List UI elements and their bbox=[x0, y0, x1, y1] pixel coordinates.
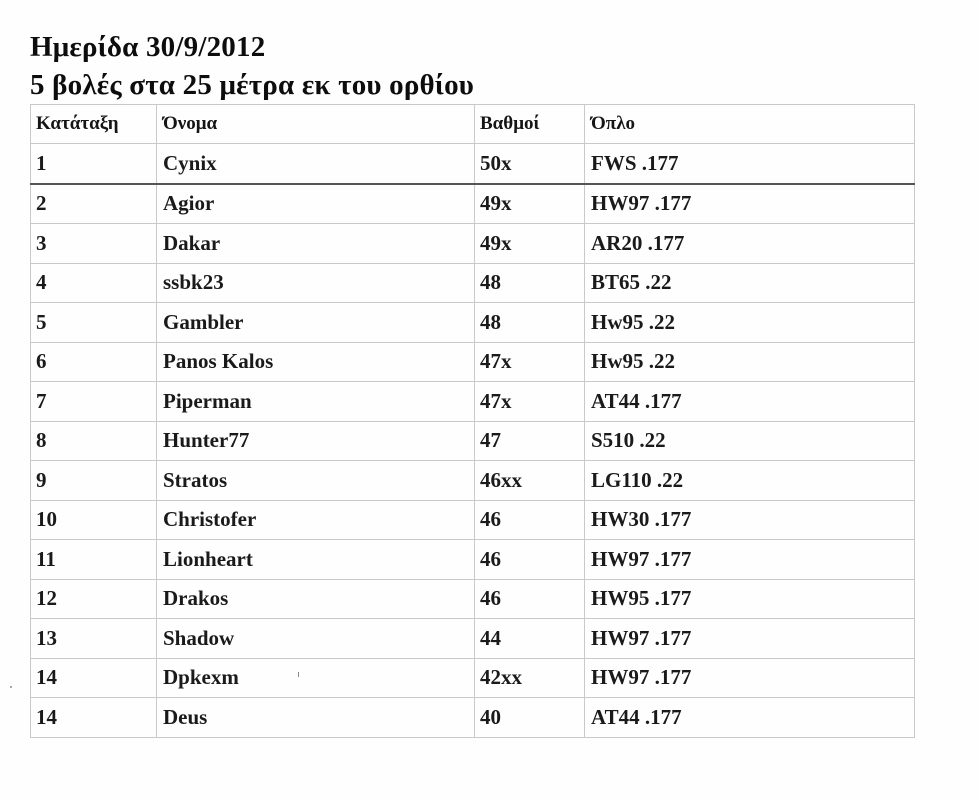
cell-score: 46 bbox=[475, 500, 585, 540]
cell-name: Piperman bbox=[157, 382, 475, 422]
cell-name: ssbk23 bbox=[157, 263, 475, 303]
cell-rank: 7 bbox=[31, 382, 157, 422]
document-title bbox=[30, 28, 474, 104]
header-name: Όνομα bbox=[157, 105, 475, 144]
table-row bbox=[31, 342, 915, 382]
cell-rank: 4 bbox=[31, 263, 157, 303]
cell-score: 49x bbox=[475, 224, 585, 264]
cell-score: 40 bbox=[475, 698, 585, 738]
table-row bbox=[31, 540, 915, 580]
cell-name: Hunter77 bbox=[157, 421, 475, 461]
table-row bbox=[31, 421, 915, 461]
cell-score: 42xx bbox=[475, 658, 585, 698]
cell-name: Panos Kalos bbox=[157, 342, 475, 382]
cell-weapon: HW30 .177 bbox=[585, 500, 915, 540]
table-row bbox=[31, 500, 915, 540]
table-row bbox=[31, 658, 915, 698]
table-row bbox=[31, 698, 915, 738]
cell-name: Agior bbox=[157, 184, 475, 224]
table-row bbox=[31, 224, 915, 264]
cell-rank: 8 bbox=[31, 421, 157, 461]
cell-rank: 2 bbox=[31, 184, 157, 224]
cell-rank: 14 bbox=[31, 658, 157, 698]
cell-score: 47x bbox=[475, 342, 585, 382]
cell-weapon: HW97 .177 bbox=[585, 540, 915, 580]
cell-weapon: BT65 .22 bbox=[585, 263, 915, 303]
cell-rank: 12 bbox=[31, 579, 157, 619]
table-row bbox=[31, 579, 915, 619]
header-rank: Κατάταξη bbox=[31, 105, 157, 144]
cell-weapon: Hw95 .22 bbox=[585, 342, 915, 382]
cell-name: Christofer bbox=[157, 500, 475, 540]
cell-score: 46xx bbox=[475, 461, 585, 501]
cell-weapon: FWS .177 bbox=[585, 144, 915, 184]
cell-rank: 11 bbox=[31, 540, 157, 580]
cell-weapon: Hw95 .22 bbox=[585, 303, 915, 343]
cell-rank: 13 bbox=[31, 619, 157, 659]
cell-weapon: HW95 .177 bbox=[585, 579, 915, 619]
cell-name: Stratos bbox=[157, 461, 475, 501]
cell-weapon: HW97 .177 bbox=[585, 619, 915, 659]
cell-name: Lionheart bbox=[157, 540, 475, 580]
table-row bbox=[31, 144, 915, 184]
cell-score: 49x bbox=[475, 184, 585, 224]
table-row bbox=[31, 303, 915, 343]
cell-name: Gambler bbox=[157, 303, 475, 343]
cell-score: 44 bbox=[475, 619, 585, 659]
cell-score: 48 bbox=[475, 303, 585, 343]
cell-name: Dakar bbox=[157, 224, 475, 264]
results-table bbox=[30, 104, 915, 738]
table-row bbox=[31, 619, 915, 659]
title-line-event: Ημερίδα 30/9/2012 bbox=[30, 31, 266, 63]
cell-weapon: LG110 .22 bbox=[585, 461, 915, 501]
cell-weapon: HW97 .177 bbox=[585, 658, 915, 698]
table-row bbox=[31, 382, 915, 422]
cell-rank: 5 bbox=[31, 303, 157, 343]
cell-name: Cynix bbox=[157, 144, 475, 184]
header-weapon: Όπλο bbox=[585, 105, 915, 144]
table-row bbox=[31, 461, 915, 501]
cell-score: 47x bbox=[475, 382, 585, 422]
cell-rank: 3 bbox=[31, 224, 157, 264]
table-row bbox=[31, 184, 915, 224]
cell-score: 46 bbox=[475, 579, 585, 619]
cell-weapon: AT44 .177 bbox=[585, 698, 915, 738]
scan-speck bbox=[10, 686, 12, 688]
cell-score: 50x bbox=[475, 144, 585, 184]
cell-score: 47 bbox=[475, 421, 585, 461]
cell-rank: 10 bbox=[31, 500, 157, 540]
title-line-description: 5 βολές στα 25 μέτρα εκ του ορθίου bbox=[30, 69, 475, 101]
table-header-row bbox=[31, 105, 915, 144]
table-row bbox=[31, 263, 915, 303]
scan-speck bbox=[298, 672, 299, 677]
cell-name: Dpkexm bbox=[157, 658, 475, 698]
cell-weapon: AT44 .177 bbox=[585, 382, 915, 422]
cell-weapon: AR20 .177 bbox=[585, 224, 915, 264]
cell-weapon: S510 .22 bbox=[585, 421, 915, 461]
cell-name: Drakos bbox=[157, 579, 475, 619]
cell-rank: 14 bbox=[31, 698, 157, 738]
cell-score: 46 bbox=[475, 540, 585, 580]
header-score: Βαθμοί bbox=[475, 105, 585, 144]
cell-rank: 6 bbox=[31, 342, 157, 382]
cell-name: Deus bbox=[157, 698, 475, 738]
cell-score: 48 bbox=[475, 263, 585, 303]
cell-rank: 1 bbox=[31, 144, 157, 184]
cell-name: Shadow bbox=[157, 619, 475, 659]
cell-rank: 9 bbox=[31, 461, 157, 501]
cell-weapon: HW97 .177 bbox=[585, 184, 915, 224]
